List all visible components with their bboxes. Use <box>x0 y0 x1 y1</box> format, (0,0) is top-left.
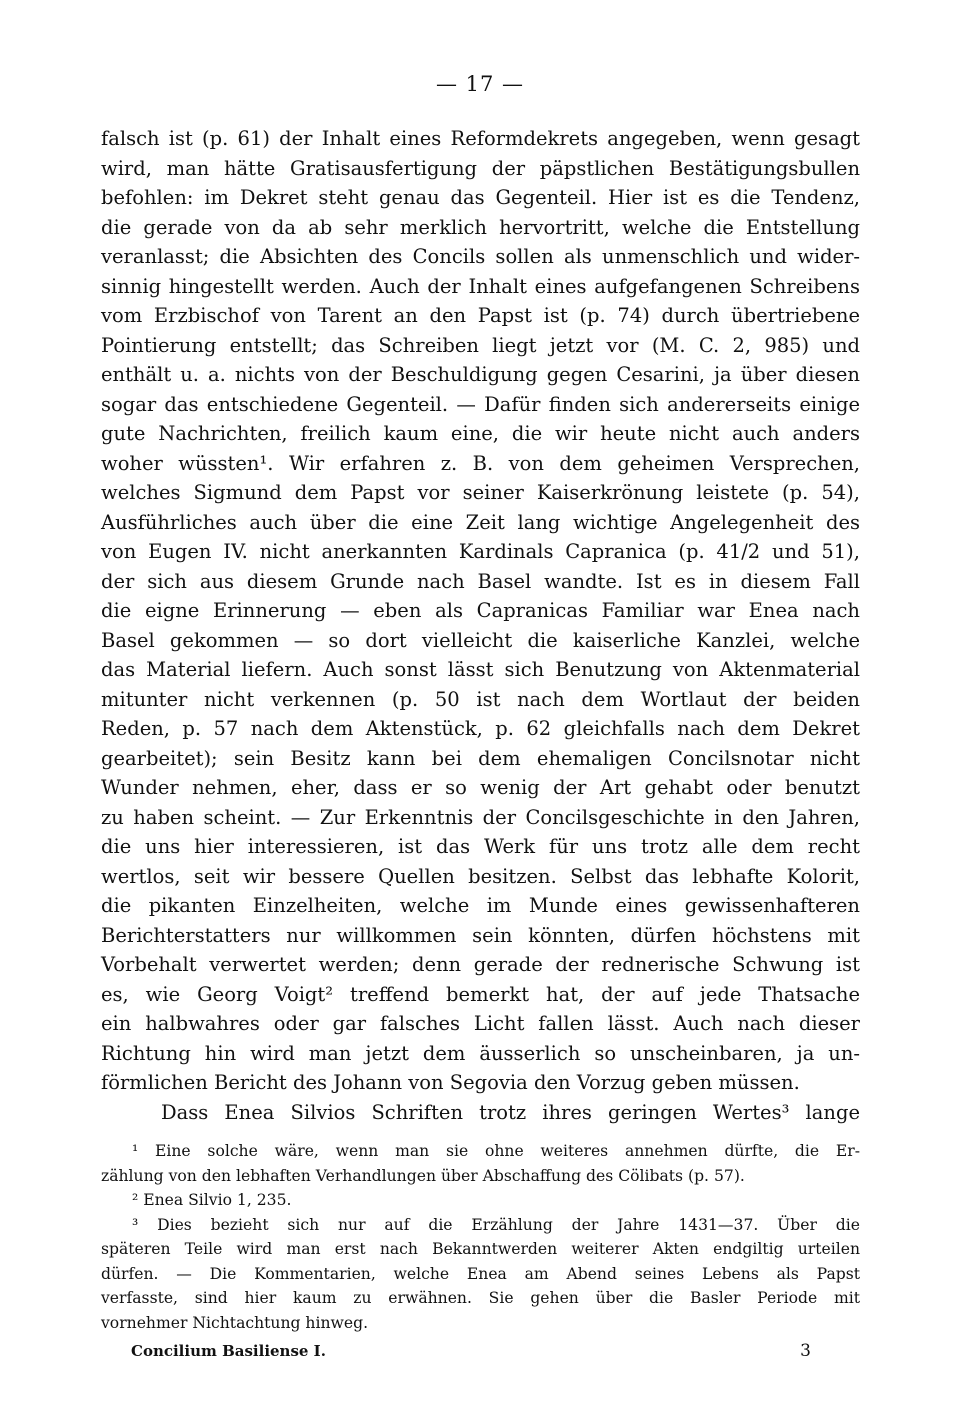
text-line: vom Erzbischof von Tarent an den Papst ist (p. 74) durch übertriebene <box>101 304 860 327</box>
footnote-line: späteren Teile wird man erst nach Bekanntwerden weiterer Akten endgiltig urteilen <box>101 1240 860 1258</box>
text-line-paragraph-start: Dass Enea Silvios Schriften trotz ihres geringen Wertes³ lange <box>161 1100 860 1124</box>
text-line: wertlos, seit wir bessere Quellen besitzen. Selbst das lebhafte Kolorit, <box>101 864 860 888</box>
footnote-line: dürfen. — Die Kommentarien, welche Enea am Abend seines Lebens als Papst <box>101 1264 860 1283</box>
text-line: gearbeitet); sein Besitz kann bei dem ehemaligen Concilsnotar nicht <box>101 746 860 770</box>
signature-title: Concilium Basiliense I. <box>131 1342 326 1360</box>
text-line: enthält u. a. nichts von der Beschuldigung gegen Cesarini, ja über diesen <box>101 363 860 386</box>
footnote-line: ³ Dies bezieht sich nur auf die Erzählung der Jahre 1431—37. Über die <box>132 1215 860 1234</box>
text-line: Reden, p. 57 nach dem Aktenstück, p. 62 gleichfalls nach dem Dekret <box>101 717 860 740</box>
footnote-line: zählung von den lebhaften Verhandlungen über Abschaffung des Cölibats (p. 57). <box>101 1166 745 1185</box>
footnote-line: verfasste, sind hier kaum zu erwähnen. Sie gehen über die Basler Periode mit <box>101 1289 860 1307</box>
text-line: die uns hier interessieren, ist das Werk für uns trotz alle dem recht <box>101 835 860 858</box>
text-line: Ausführliches auch über die eine Zeit lang wichtige Angelegenheit des <box>101 510 860 534</box>
text-line: die eigne Erinnerung — eben als Capranicas Familiar war Enea nach <box>101 599 860 622</box>
text-line: mitunter nicht verkennen (p. 50 ist nach dem Wortlaut der beiden <box>101 687 860 711</box>
text-line: die pikanten Einzelheiten, welche im Munde eines gewissenhafteren <box>101 894 860 917</box>
text-line: Richtung hin wird man jetzt dem äusserlich so unscheinbaren, ja un- <box>101 1041 860 1065</box>
text-line: Basel gekommen — so dort vielleicht die kaiserliche Kanzlei, welche <box>101 628 860 652</box>
text-line: Vorbehalt verwertet werden; denn gerade der rednerische Schwung ist <box>101 953 860 976</box>
text-line: die gerade von da ab sehr merklich hervortritt, welche die Entstellung <box>101 215 860 239</box>
text-line: veranlasst; die Absichten des Concils sollen als unmenschlich und wider- <box>101 245 860 268</box>
text-line: Wunder nehmen, eher, dass er so wenig der Art gehabt oder benutzt <box>101 776 860 799</box>
text-line: von Eugen IV. nicht anerkannten Kardinals Capranica (p. 41/2 und 51), <box>101 540 860 563</box>
text-line: wird, man hätte Gratisausfertigung der päpstlichen Bestätigungsbullen <box>101 156 860 180</box>
text-line: zu haben scheint. — Zur Erkenntnis der Concilsgeschichte in den Jahren, <box>101 805 860 829</box>
text-line: der sich aus diesem Grunde nach Basel wandte. Ist es in diesem Fall <box>101 569 860 593</box>
text-line: welches Sigmund dem Papst vor seiner Kaiserkrönung leistete (p. 54), <box>101 481 860 504</box>
signature-sheet-number: 3 <box>800 1341 811 1361</box>
text-line: sinnig hingestellt werden. Auch der Inhalt eines aufgefangenen Schreibens <box>101 274 860 298</box>
text-line: falsch ist (p. 61) der Inhalt eines Reformdekrets angegeben, wenn gesagt <box>101 127 860 150</box>
text-line: woher wüssten¹. Wir erfahren z. B. von dem geheimen Versprechen, <box>101 451 860 475</box>
printer-signature <box>131 1339 811 1363</box>
text-line: Berichterstatters nur willkommen sein könnten, dürfen höchstens mit <box>101 923 860 947</box>
text-line: befohlen: im Dekret steht genau das Gegenteil. Hier ist es die Tendenz, <box>101 186 860 209</box>
text-line: es, wie Georg Voigt² treffend bemerkt hat, der auf jede Thatsache <box>101 982 860 1006</box>
footnote-line: ¹ Eine solche wäre, wenn man sie ohne weiteres annehmen dürfte, die Er- <box>132 1142 860 1160</box>
text-line: sogar das entschiedene Gegenteil. — Dafür finden sich andererseits einige <box>101 392 860 416</box>
text-line: förmlichen Bericht des Johann von Segovia den Vorzug geben müssen. <box>101 1071 800 1094</box>
footnote-line: ² Enea Silvio 1, 235. <box>132 1191 292 1209</box>
text-line: das Material liefern. Auch sonst lässt sich Benutzung von Aktenmaterial <box>101 658 860 681</box>
body-text <box>101 124 860 1127</box>
text-line: Pointierung entstellt; das Schreiben liegt jetzt vor (M. C. 2, 985) und <box>101 333 860 357</box>
text-line: gute Nachrichten, freilich kaum eine, die wir heute nicht auch anders <box>101 422 860 445</box>
page-number: — 17 — <box>435 72 525 96</box>
footnotes <box>101 1139 860 1335</box>
text-line: ein halbwahres oder gar falsches Licht fallen lässt. Auch nach dieser <box>101 1012 860 1035</box>
footnote-line: vornehmer Nichtachtung hinweg. <box>101 1313 369 1332</box>
